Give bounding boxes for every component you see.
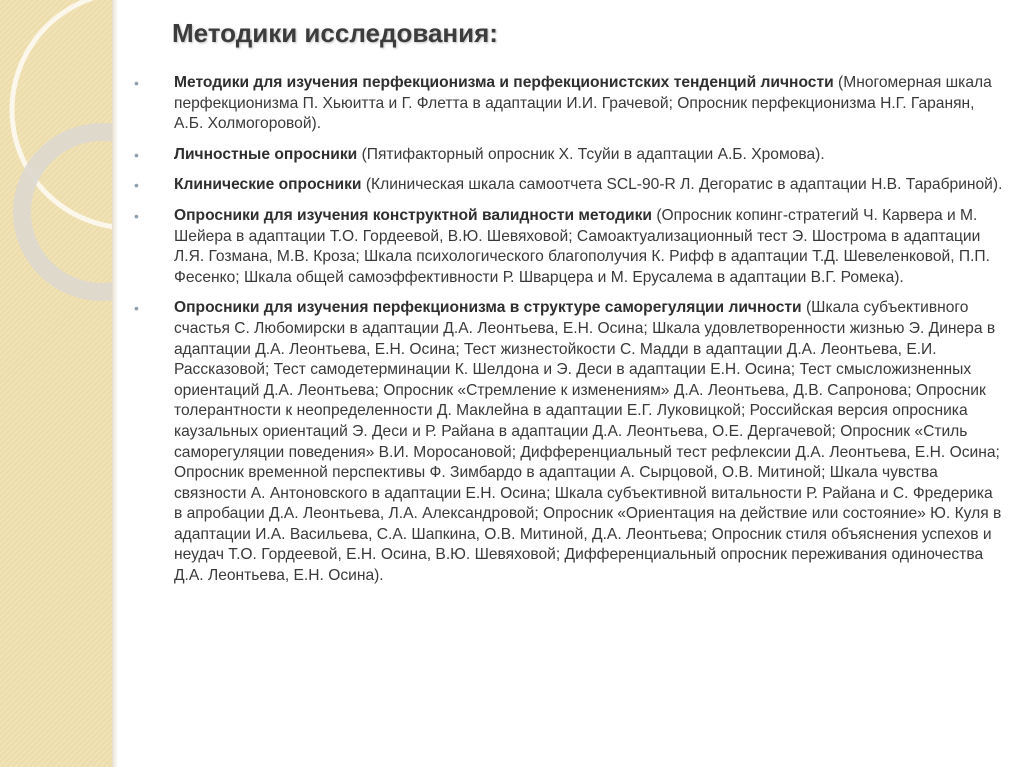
bullet-icon: • [134, 300, 139, 317]
item-heading: Опросники для изучения конструктной валидности методики [174, 206, 652, 224]
item-heading: Методики для изучения перфекционизма и перфекционистских тенденций личности [174, 74, 834, 91]
decorative-side-panel [0, 0, 112, 767]
item-text: (Опросник копинг-стратегий Ч. Карвера и М. Шейера в адаптации Т.О. Гордеевой, В.Ю. Шевяховой; Самоактуализационный тест Э. Шострома в адаптации Л.Я. Гозмана, М.В. Кроза; Шкала психологического благополучия К. Рифф в адаптации Т.Д. Шевеленковой, П.П. Фесенко; Шкала общей самоэффективности Р. Шварцера и М. Ерусалема в адаптации В.Г. Ромека). [174, 206, 990, 286]
list-item [134, 73, 1004, 135]
slide-title: Методики исследования: [172, 18, 498, 48]
item-text: (Многомерная шкала перфекционизма П. Хьюитта и Г. Флетта в адаптации И.И. Грачевой; Опросник перфекционизма Н.Г. Гаранян, А.Б. Холмогоровой). [174, 74, 992, 133]
item-heading: Опросники для изучения перфекционизма в структуре саморегуляции личности [174, 299, 802, 317]
item-text: (Шкала субъективного счастья С. Любомирски в адаптации Д.А. Леонтьева, Е.Н. Осина; Шкала удовлетворенности жизнью Э. Динера в адаптации Д.А. Леонтьева, Е.Н. Осина; Тест жизнестойкости С. Мадди в адаптации Д.А. Леонтьева, Е.И. Рассказовой; Тест самодетерминации К. Шелдона и Э. Деси в адаптации Е.Н. Осина; Тест смысложизненных ориентаций Д.А. Леонтьева; Опросник «Стремление к изменениям» Д.А. Леонтьева, Д.В. Сапронова; Опросник толерантности к неопределенности Д. Маклейна в адаптации Е.Г. Луковицкой; Российская версия опросника каузальных ориентаций Э. Деси и Р. Райана в адаптации Д.А. Леонтьева, О.Е. Дергачевой; Опросник «Стиль саморегуляции поведения» В.И. Моросановой; Дифференциальный тест рефлексии Д.А. Леонтьева, Е.Н. Осина; Опросник временной перспективы Ф. Зимбардо в адаптации А. Сырцовой, О.В. Митиной; Шкала чувства связности А. Антоновского в адаптации Е.Н. Осина; Шкала субъективной витальности Р. Райана и С. Фредерика в апробации Д.А. Леонтьева, Л.А. Александровой; Опросник «Ориентация на действие или состояние» Ю. Куля в адаптации И.А. Васильева, С.А. Шапкина, О.В. Митиной, Д.А. Леонтьева; Опросник стиля объяснения успехов и неудач Т.О. Гордеевой, Е.Н. Осина, В.Ю. Шевяховой; Дифференциальный опросник переживания одиночества Д.А. Леонтьева, Е.Н. Осина). [174, 299, 1002, 585]
list-item [134, 175, 1004, 196]
list-item [134, 206, 1004, 288]
item-text: (Пятифакторный опросник Х. Тсуйи в адаптации А.Б. Хромова). [361, 145, 825, 163]
bullet-icon: • [134, 75, 139, 91]
methods-list [134, 73, 1004, 597]
item-heading: Личностные опросники [174, 145, 358, 163]
bullet-icon: • [134, 207, 139, 224]
item-text: (Клиническая шкала самоотчета SCL-90-R Л. Дегоратис в адаптации Н.В. Тарабриной). [365, 176, 1003, 194]
panel-edge-shadow [112, 0, 118, 767]
bullet-icon: • [134, 146, 139, 163]
decorative-circles-graphic [0, 0, 112, 767]
list-item [134, 145, 1004, 166]
list-item [134, 298, 1004, 586]
bullet-icon: • [134, 177, 139, 194]
item-heading: Клинические опросники [174, 176, 362, 194]
